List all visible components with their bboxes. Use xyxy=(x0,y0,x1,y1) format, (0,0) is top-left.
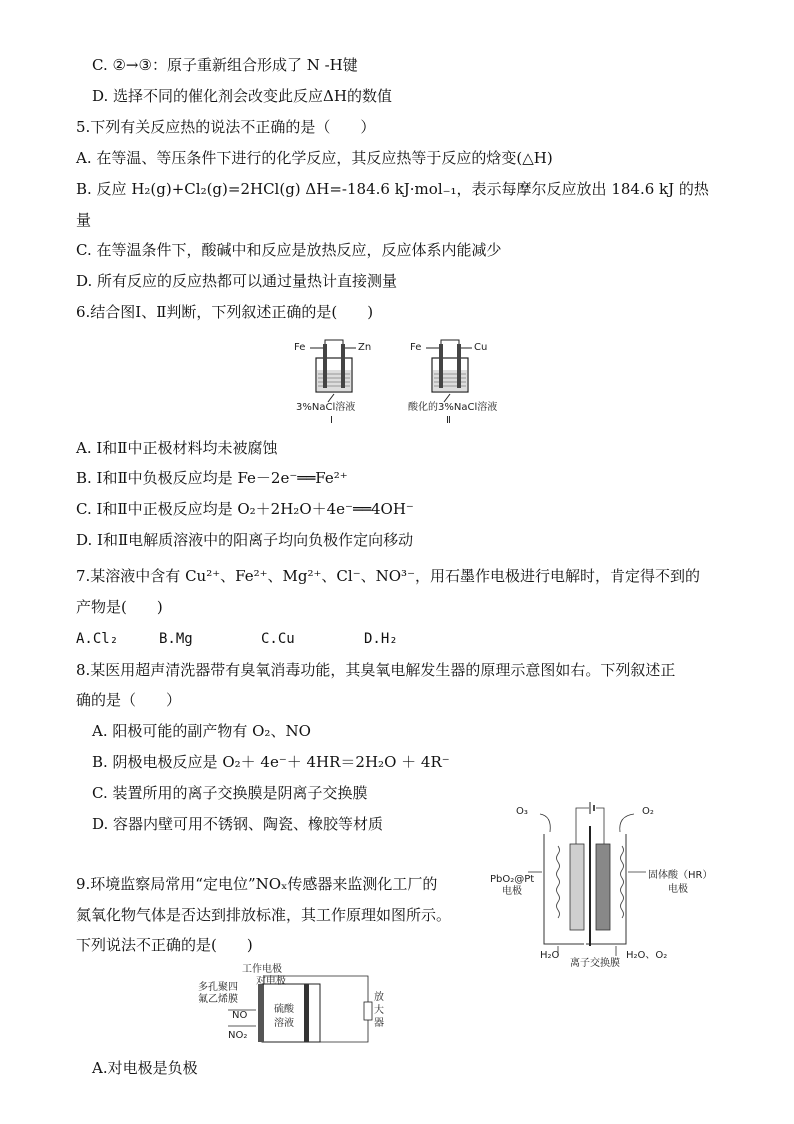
q5-option-d: D. 所有反应的反应热都可以通过量热计直接测量 xyxy=(76,272,398,290)
q7-option-b: B.Mg xyxy=(159,631,193,647)
q9-acid-label-2: 溶液 xyxy=(274,1018,294,1029)
q6-option-b: B. Ⅰ和Ⅱ中负极反应均是 Fe－2e⁻══Fe²⁺ xyxy=(76,469,348,487)
q9-acid-label-1: 硫酸 xyxy=(274,1004,294,1015)
q8-option-b: B. 阴极电极反应是 O₂＋ 4e⁻＋ 4HR＝2H₂O ＋ 4R⁻ xyxy=(92,753,450,771)
q8-option-d: D. 容器内壁可用不锈钢、陶瓷、橡胶等材质 xyxy=(92,815,384,833)
q4-option-d: D. 选择不同的催化剂会改变此反应ΔH的数值 xyxy=(92,87,392,105)
cell2-left-electrode: Fe xyxy=(410,342,422,353)
cell1-number: Ⅰ xyxy=(330,415,333,426)
cell1-left-electrode: Fe xyxy=(294,342,306,353)
q8-o3-label: O₃ xyxy=(516,806,528,817)
q7-stem-cont: 产物是( ) xyxy=(76,598,163,616)
q5-option-c: C. 在等温条件下，酸碱中和反应是放热反应，反应体系内能减少 xyxy=(76,241,502,259)
q9-no-label: NO xyxy=(232,1010,248,1021)
q9-option-a: A.对电极是负极 xyxy=(92,1059,198,1077)
q9-no2-label: NO₂ xyxy=(228,1030,248,1041)
cell2-solution: 酸化的3%NaCl溶液 xyxy=(408,402,498,413)
q6-option-c: C. Ⅰ和Ⅱ中正极反应均是 O₂＋2H₂O＋4e⁻══4OH⁻ xyxy=(76,500,414,518)
q7-option-a: A.Cl₂ xyxy=(76,631,119,647)
q9-amplifier-label-1: 放 xyxy=(374,992,384,1003)
q9-stem: 9.环境监察局常用“定电位”NOₓ传感器来监测化工厂的 xyxy=(76,875,438,893)
q5-option-b: B. 反应 H₂(g)+Cl₂(g)=2HCl(g) ΔH=-184.6 kJ·mol₋₁，表示每摩尔反应放出 184.6 kJ 的热 xyxy=(76,180,709,198)
cell2-right-electrode: Cu xyxy=(474,342,488,353)
q9-ptfe-label-1: 多孔聚四 xyxy=(198,982,238,993)
q8-h2o-o2-label: H₂O、O₂ xyxy=(626,950,668,961)
q8-stem-cont: 确的是（ ） xyxy=(76,691,182,709)
q7-stem: 7.某溶液中含有 Cu²⁺、Fe²⁺、Mg²⁺、Cl⁻、NO³⁻，用石墨作电极进行电解时，肯定得不到的 xyxy=(76,567,700,585)
q9-amplifier-label-3: 器 xyxy=(374,1018,384,1029)
q9-working-electrode-label: 工作电极 xyxy=(242,964,282,975)
q8-option-c: C. 装置所用的离子交换膜是阴离子交换膜 xyxy=(92,784,368,802)
q9-stem-cont2: 下列说法不正确的是( ) xyxy=(76,936,253,954)
q8-anode-label: PbO₂@Pt xyxy=(490,874,535,885)
q8-figure xyxy=(486,796,716,972)
q5-stem: 5.下列有关反应热的说法不正确的是（ ） xyxy=(76,118,376,136)
q7-option-d: D.H₂ xyxy=(364,631,398,647)
q9-amplifier-label-2: 大 xyxy=(374,1005,384,1016)
q9-ptfe-label-2: 氟乙烯膜 xyxy=(198,994,238,1005)
q8-option-a: A. 阳极可能的副产物有 O₂、NO xyxy=(92,722,311,740)
q8-membrane-label: 离子交换膜 xyxy=(570,958,620,969)
q6-option-d: D. Ⅰ和Ⅱ电解质溶液中的阳离子均向负极作定向移动 xyxy=(76,531,414,549)
q8-o2-label: O₂ xyxy=(642,806,654,817)
q8-stem: 8.某医用超声清洗器带有臭氧消毒功能，其臭氧电解发生器的原理示意图如右。下列叙述正 xyxy=(76,661,676,679)
q5-option-b-cont: 量 xyxy=(76,211,92,229)
cell1-solution: 3%NaCl溶液 xyxy=(296,402,356,413)
q8-anode-electrode-label: 电极 xyxy=(502,886,522,897)
q8-cathode-electrode-label: 电极 xyxy=(668,884,688,895)
q6-stem: 6.结合图Ⅰ、Ⅱ判断，下列叙述正确的是( ) xyxy=(76,303,374,321)
q6-figure xyxy=(290,336,510,430)
q8-cathode-label: 固体酸（HR） xyxy=(648,870,713,881)
q7-option-c: C.Cu xyxy=(261,631,295,647)
cell1-right-electrode: Zn xyxy=(358,342,372,353)
q5-option-a: A. 在等温、等压条件下进行的化学反应，其反应热等于反应的焓变(△H) xyxy=(76,149,553,167)
q4-option-c: C. ②→③：原子重新组合形成了 N -H键 xyxy=(92,56,358,74)
q9-stem-cont: 氮氧化物气体是否达到排放标准，其工作原理如图所示。 xyxy=(76,906,452,924)
q9-figure xyxy=(198,962,388,1048)
q8-h2o-label: H₂O xyxy=(540,950,560,961)
q6-option-a: A. Ⅰ和Ⅱ中正极材料均未被腐蚀 xyxy=(76,439,278,457)
q9-counter-electrode-label: 对电极 xyxy=(256,976,286,987)
cell2-number: Ⅱ xyxy=(446,415,451,426)
